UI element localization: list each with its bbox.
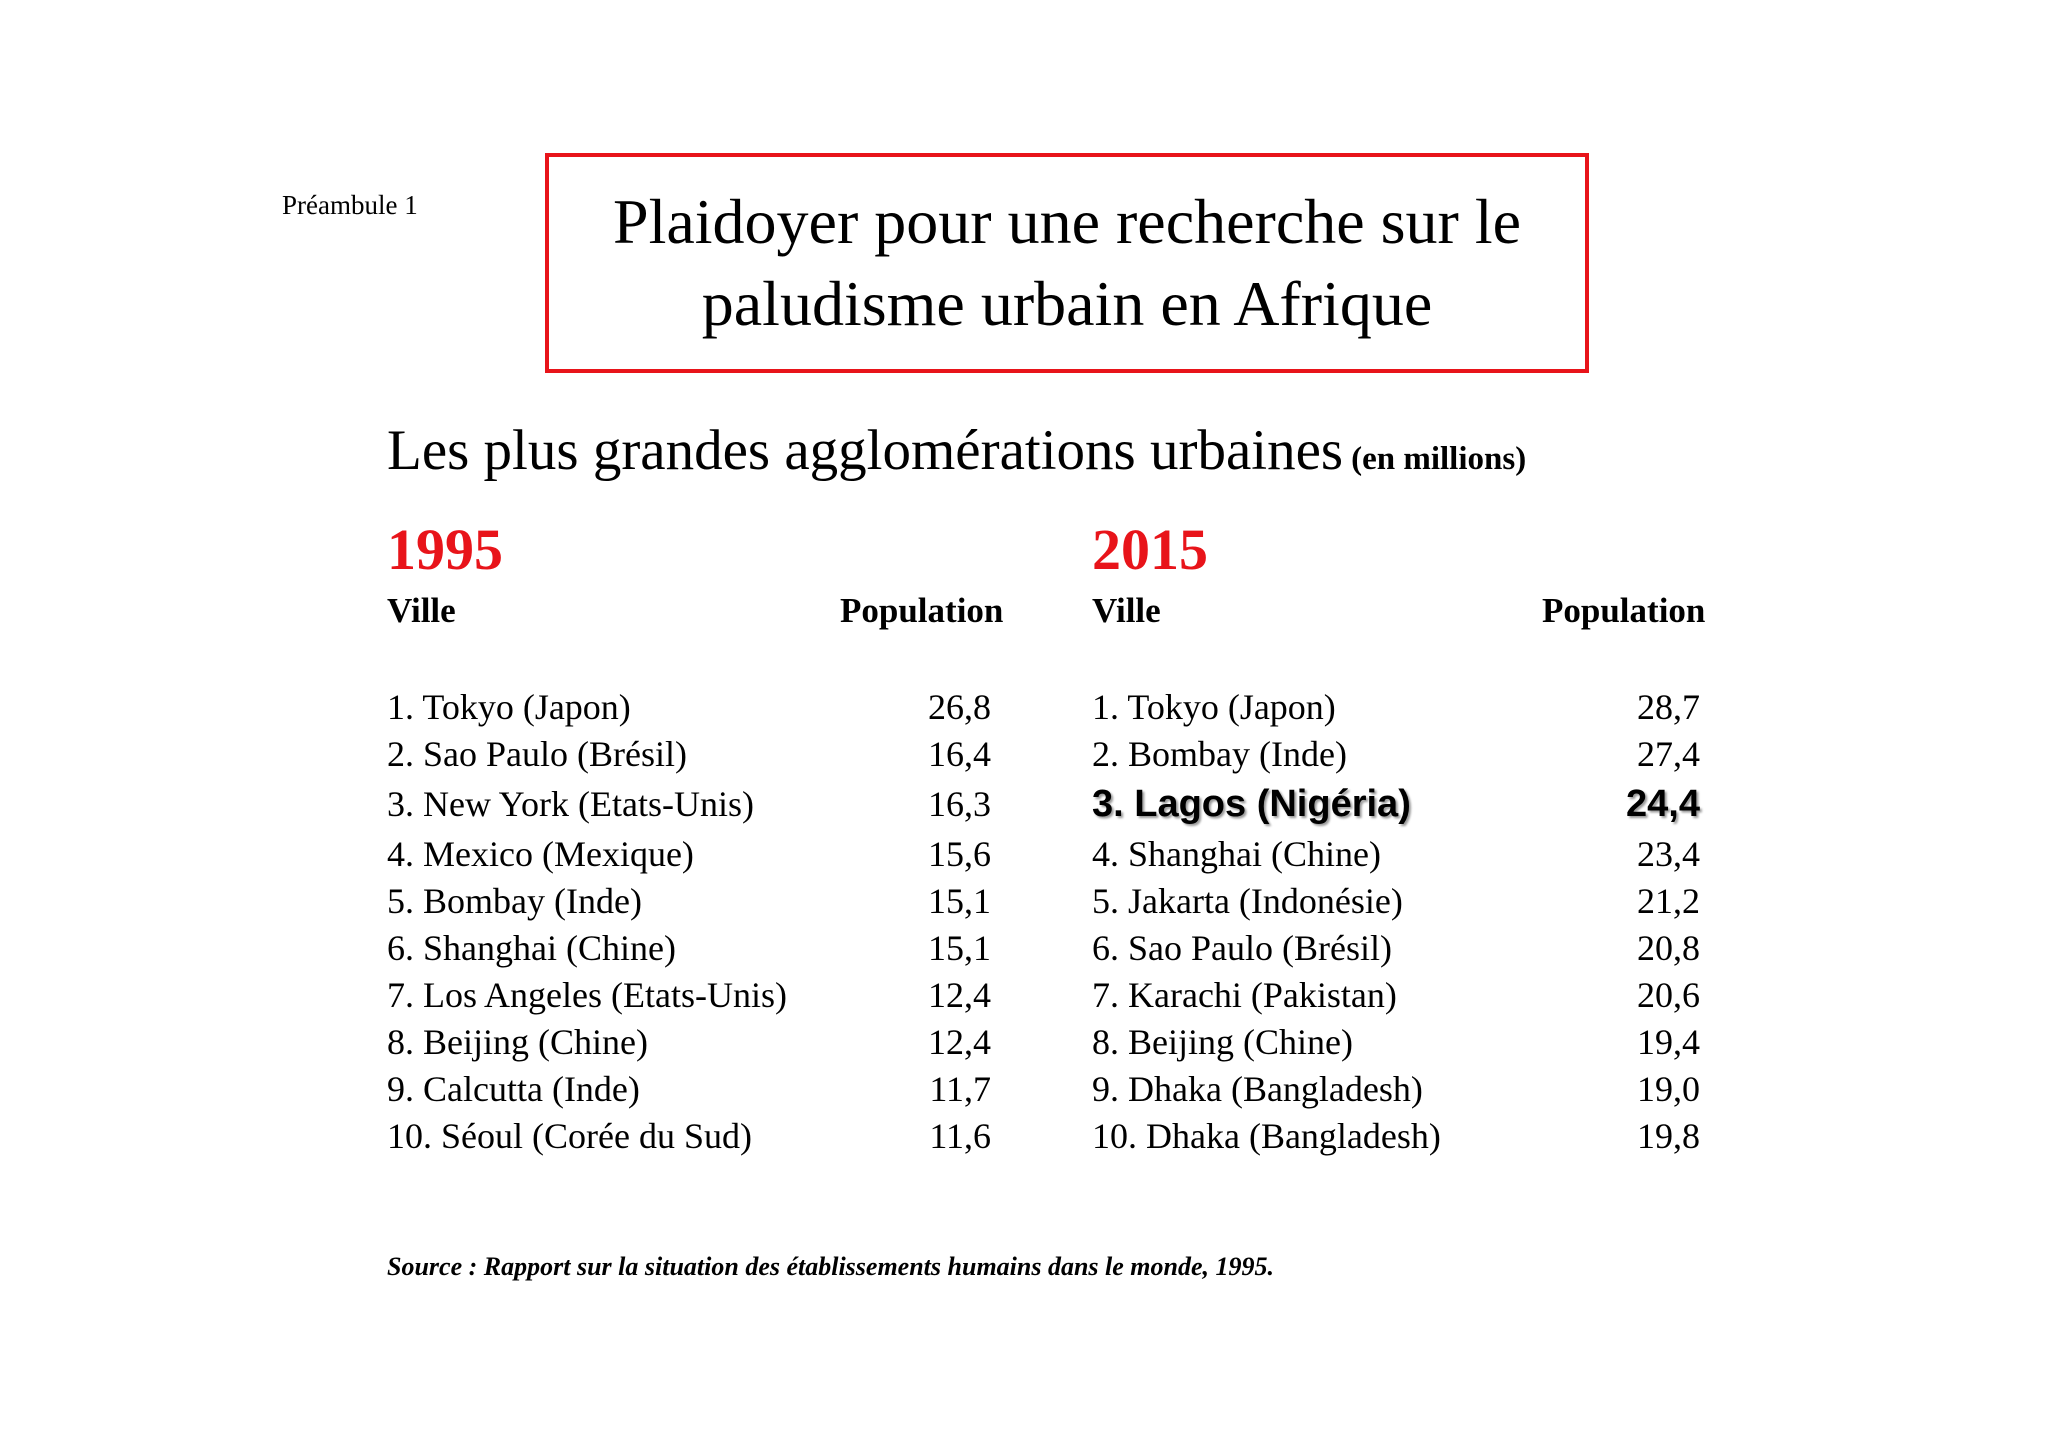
population-cell: 23,4: [1637, 834, 1700, 874]
city-cell: 4. Shanghai (Chine): [1092, 834, 1381, 874]
population-header: Population: [1542, 591, 1706, 630]
table-2015: [1092, 515, 1706, 1156]
city-cell: 3. Lagos (Nigéria): [1092, 783, 1411, 825]
city-cell: 1. Tokyo (Japon): [1092, 687, 1336, 727]
city-cell: 1. Tokyo (Japon): [387, 687, 631, 727]
city-cell: 7. Karachi (Pakistan): [1092, 975, 1397, 1015]
preamble-label: Préambule 1: [282, 190, 418, 220]
population-cell: 12,4: [928, 975, 991, 1015]
city-cell: 9. Dhaka (Bangladesh): [1092, 1069, 1423, 1109]
city-cell: 5. Jakarta (Indonésie): [1092, 881, 1403, 921]
city-cell: 10. Dhaka (Bangladesh): [1092, 1116, 1441, 1156]
subtitle-text: Les plus grandes agglomérations urbaines: [387, 419, 1344, 482]
city-cell: 9. Calcutta (Inde): [387, 1069, 640, 1109]
city-cell: 6. Shanghai (Chine): [387, 928, 676, 968]
population-cell: 15,1: [928, 928, 991, 968]
population-cell: 11,6: [929, 1116, 991, 1156]
city-cell: 2. Sao Paulo (Brésil): [387, 734, 687, 774]
population-cell: 19,4: [1637, 1022, 1700, 1062]
population-cell: 16,3: [928, 784, 991, 824]
population-cell: 12,4: [928, 1022, 991, 1062]
title-box: [545, 153, 1589, 373]
year-1995: 1995: [387, 517, 503, 582]
city-cell: 8. Beijing (Chine): [387, 1022, 648, 1062]
population-cell: 24,4: [1626, 783, 1700, 825]
population-header: Population: [840, 591, 1004, 630]
subtitle-unit: (en millions): [1351, 441, 1527, 477]
population-cell: 15,1: [928, 881, 991, 921]
population-cell: 26,8: [928, 687, 991, 727]
table-1995: [387, 515, 1004, 1156]
population-cell: 21,2: [1637, 881, 1700, 921]
population-cell: 15,6: [928, 834, 991, 874]
city-cell: 4. Mexico (Mexique): [387, 834, 694, 874]
title-line-1: Plaidoyer pour une recherche sur le: [612, 186, 1522, 257]
city-cell: 2. Bombay (Inde): [1092, 734, 1347, 774]
city-cell: 6. Sao Paulo (Brésil): [1092, 928, 1392, 968]
title-line-2: paludisme urbain en Afrique: [701, 268, 1433, 339]
city-header: Ville: [1092, 591, 1161, 630]
city-cell: 5. Bombay (Inde): [387, 881, 642, 921]
population-cell: 19,0: [1637, 1069, 1700, 1109]
population-cell: 27,4: [1637, 734, 1700, 774]
city-cell: 7. Los Angeles (Etats-Unis): [387, 975, 787, 1015]
population-cell: 19,8: [1637, 1116, 1700, 1156]
population-cell: 16,4: [928, 734, 991, 774]
city-header: Ville: [387, 591, 456, 630]
source-note: Source : Rapport sur la situation des établissements humains dans le monde, 1995.: [387, 1252, 1275, 1281]
population-cell: 20,8: [1637, 928, 1700, 968]
population-cell: 20,6: [1637, 975, 1700, 1015]
population-cell: 11,7: [929, 1069, 991, 1109]
year-2015: 2015: [1092, 517, 1208, 582]
population-cell: 28,7: [1637, 687, 1700, 727]
city-cell: 10. Séoul (Corée du Sud): [387, 1116, 752, 1156]
subtitle: [387, 418, 1526, 483]
city-cell: 3. New York (Etats-Unis): [387, 784, 754, 824]
city-cell: 8. Beijing (Chine): [1092, 1022, 1353, 1062]
